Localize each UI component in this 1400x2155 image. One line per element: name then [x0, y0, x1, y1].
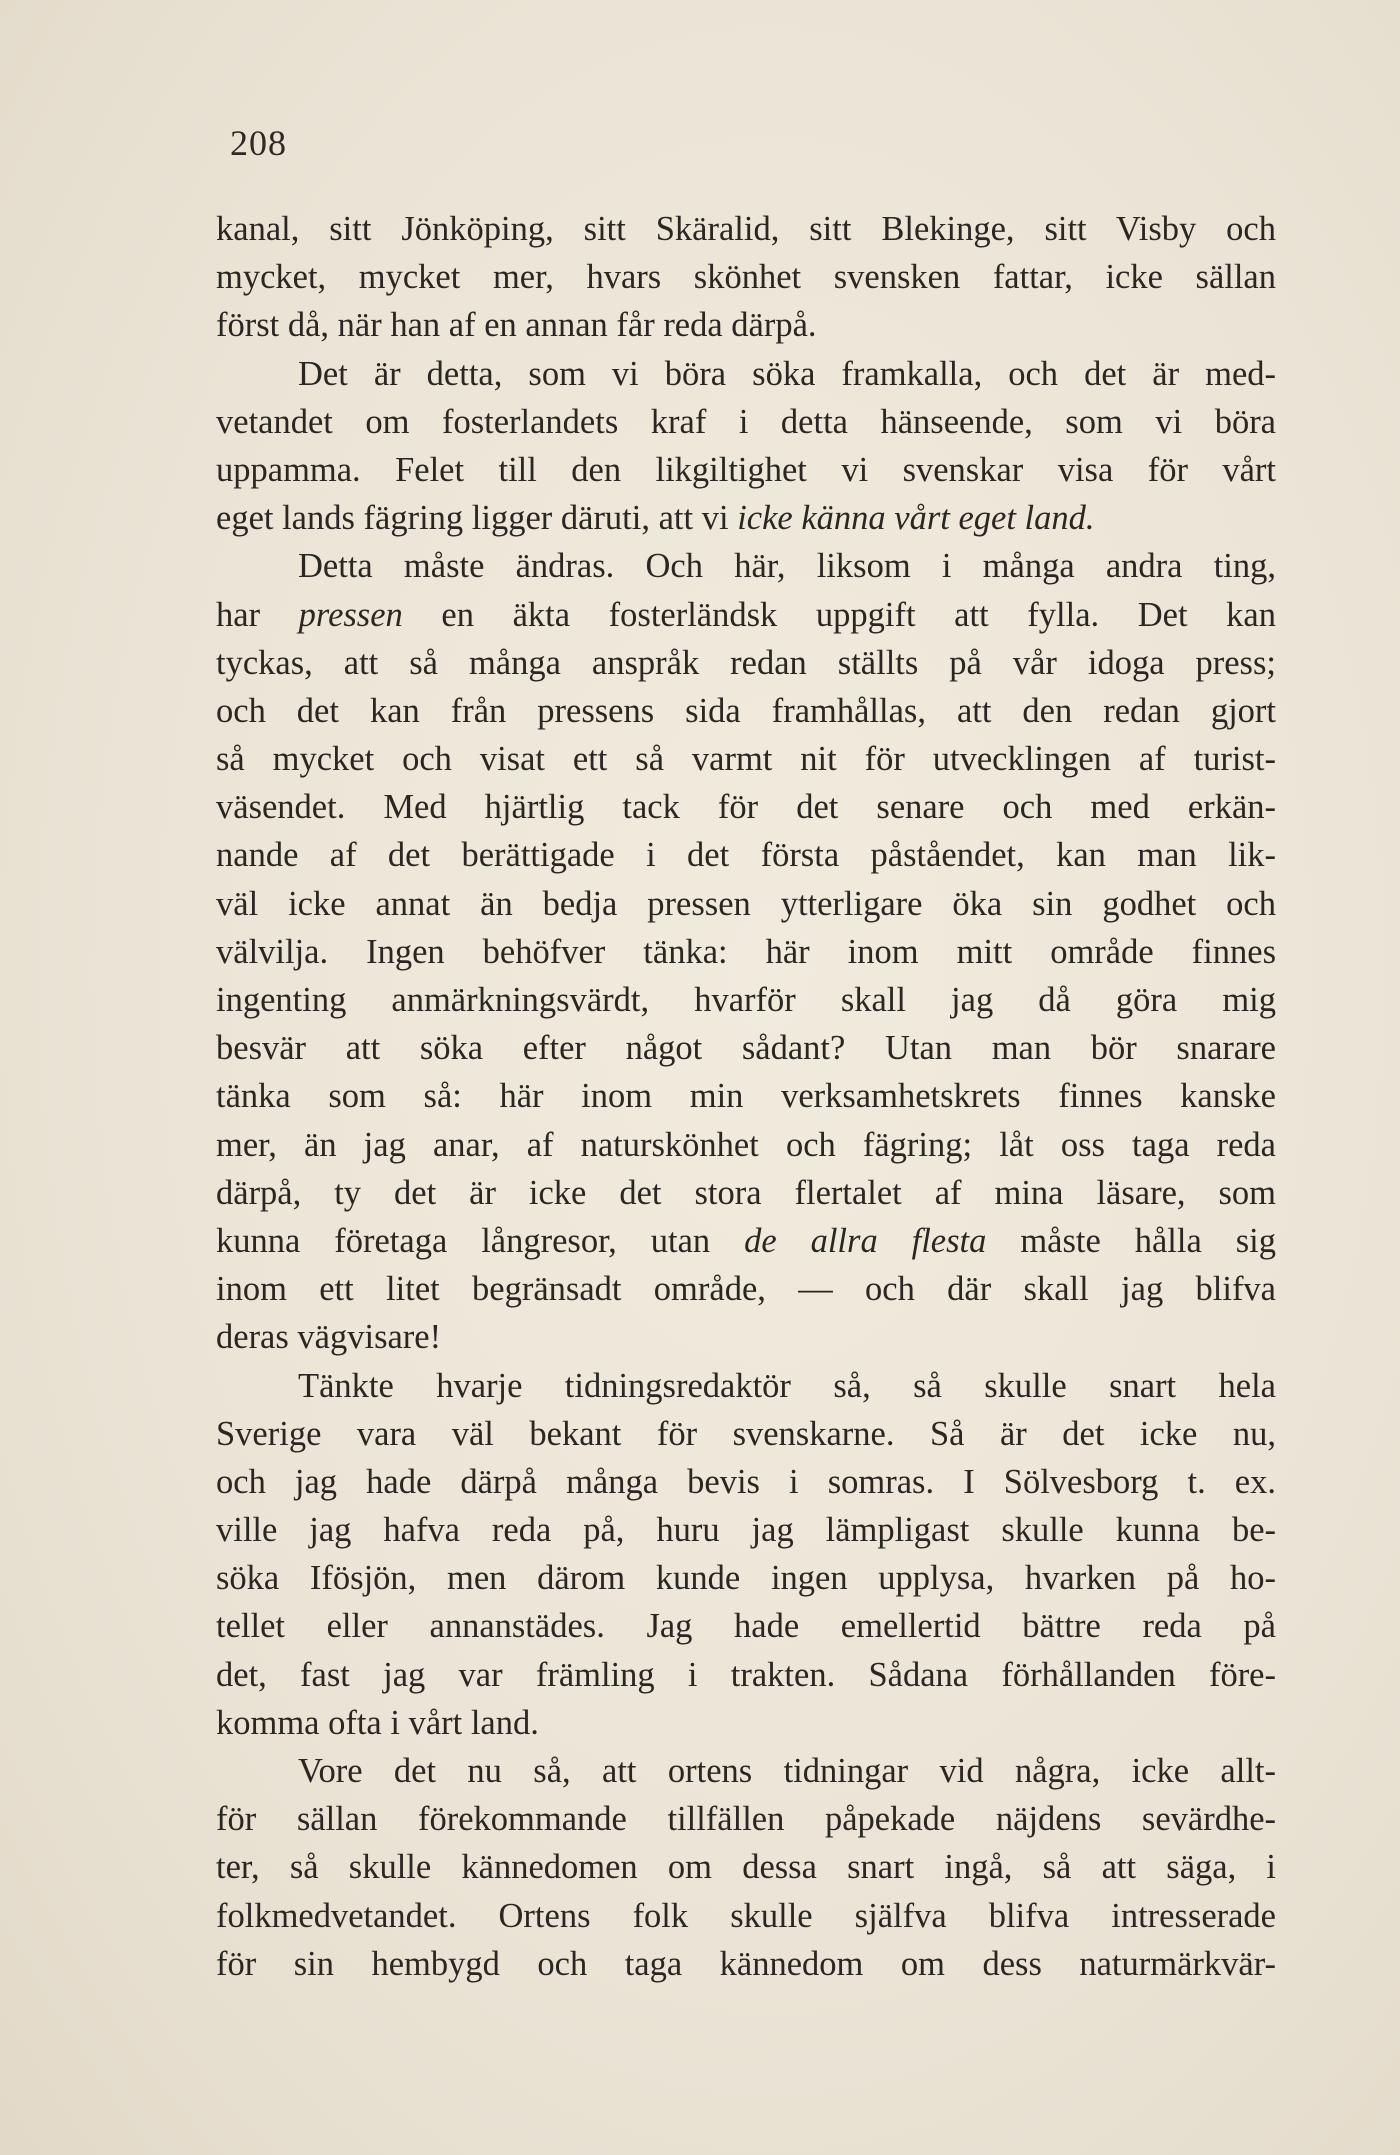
text-segment: ter, så skulle kännedomen om dessa snart ingå, så att säga, i — [216, 1848, 1276, 1887]
text-line — [216, 976, 1276, 1024]
text-segment: och det kan från pressens sida framhållas, att den redan gjort — [216, 691, 1276, 730]
text-segment: kunna företaga långresor, utan — [216, 1221, 745, 1260]
italic-text: de allra flesta — [744, 1221, 987, 1260]
text-segment: Tänkte hvarje tidningsredaktör så, så skulle snart hela — [298, 1366, 1276, 1405]
text-line — [216, 398, 1276, 446]
text-segment: ingenting anmärkningsvärdt, hvarför skall jag då göra mig — [216, 981, 1276, 1019]
text-line — [216, 639, 1276, 687]
text-line — [216, 1362, 1276, 1410]
text-segment: deras vägvisare! — [216, 1318, 442, 1357]
italic-text: pressen — [298, 595, 403, 634]
text-segment: för sällan förekommande tillfällen påpekade näjdens sevärdhe- — [216, 1800, 1276, 1839]
text-segment: nande af det berättigade i det första påståendet, kan man lik- — [216, 836, 1276, 875]
text-segment: väl icke annat än bedja pressen ytterligare öka sin godhet och — [216, 884, 1276, 923]
text-segment: så mycket och visat ett så varmt nit för utvecklingen af turist- — [216, 740, 1276, 779]
text-line — [216, 687, 1276, 735]
text-segment: för sin hembygd och taga kännedom om dess naturmärkvär- — [216, 1944, 1276, 1983]
text-segment: Detta måste ändras. Och här, liksom i många andra ting, — [298, 547, 1276, 586]
text-segment: vetandet om fosterlandets kraf i detta hänseende, som vi böra — [216, 402, 1276, 441]
text-line — [216, 735, 1276, 783]
text-segment: först då, när han af en annan får reda därpå. — [216, 306, 817, 345]
text-line — [216, 831, 1276, 879]
text-segment: uppamma. Felet till den likgiltighet vi svenskar visa för vårt — [216, 450, 1276, 489]
text-segment: Sverige vara väl bekant för svenskarne. Så är det icke nu, — [216, 1414, 1276, 1453]
text-line — [216, 205, 1276, 253]
text-segment: därpå, ty det är icke det stora flertalet af mina läsare, som — [216, 1173, 1276, 1212]
text-line — [216, 1506, 1276, 1554]
text-line — [216, 1072, 1276, 1120]
text-segment: ville jag hafva reda på, huru jag lämpligast skulle kunna be- — [216, 1511, 1276, 1550]
text-line — [216, 1024, 1276, 1072]
text-segment: mycket, mycket mer, hvars skönhet svensken fattar, icke sällan — [216, 258, 1276, 297]
text-segment: har — [216, 595, 299, 634]
text-segment: väsendet. Med hjärtlig tack för det senare och med erkän- — [216, 788, 1276, 827]
text-segment: mer, än jag anar, af naturskönhet och fägring; låt oss taga reda — [216, 1125, 1276, 1164]
text-line — [216, 1121, 1276, 1169]
text-segment: och jag hade därpå många bevis i somras. I Sölvesborg t. ex. — [216, 1462, 1276, 1501]
text-line — [216, 1651, 1276, 1699]
text-segment: tyckas, att så många anspråk redan ställts på vår idoga press; — [216, 643, 1276, 682]
text-segment: inom ett litet begränsadt område, — och där skall jag blifva — [216, 1270, 1276, 1309]
text-segment: besvär att söka efter något sådant? Utan man bör snarare — [216, 1029, 1276, 1068]
text-line — [216, 350, 1276, 398]
text-line — [216, 1217, 1276, 1265]
text-line — [216, 1410, 1276, 1458]
text-line — [216, 1265, 1276, 1313]
text-line — [216, 783, 1276, 831]
text-line — [216, 1940, 1276, 1988]
text-segment: välvilja. Ingen behöfver tänka: här inom mitt område finnes — [216, 932, 1276, 971]
text-line — [216, 1169, 1276, 1217]
text-line — [216, 591, 1276, 639]
text-line — [216, 1795, 1276, 1843]
text-line — [216, 1843, 1276, 1891]
text-segment: eget lands fägring ligger däruti, att vi — [216, 499, 738, 538]
text-segment: en äkta fosterländsk uppgift att fylla. Det kan — [402, 595, 1276, 634]
text-line — [216, 494, 1276, 542]
text-segment: Det är detta, som vi böra söka framkalla, och det är med- — [298, 354, 1276, 393]
text-segment: Vore det nu så, att ortens tidningar vid några, icke allt- — [298, 1752, 1276, 1790]
text-line — [216, 253, 1276, 301]
body-text — [216, 205, 1276, 1988]
text-segment: komma ofta i vårt land. — [216, 1703, 539, 1742]
text-segment: folkmedvetandet. Ortens folk skulle själfva blifva intresserade — [216, 1896, 1276, 1935]
text-segment: måste hålla sig — [986, 1221, 1276, 1260]
text-segment: tänka som så: här inom min verksamhetskrets finnes kanske — [216, 1077, 1276, 1116]
text-line — [216, 1458, 1276, 1506]
text-line — [216, 446, 1276, 494]
page-number: 208 — [230, 123, 287, 163]
text-line — [216, 542, 1276, 590]
text-line — [216, 301, 1276, 349]
text-line — [216, 1313, 1276, 1361]
text-line — [216, 1602, 1276, 1650]
text-line — [216, 928, 1276, 976]
text-segment: det, fast jag var främling i trakten. Sådana förhållanden före- — [216, 1655, 1276, 1694]
text-line — [216, 880, 1276, 928]
text-segment: söka Ifösjön, men därom kunde ingen upplysa, hvarken på ho- — [216, 1559, 1276, 1598]
text-segment: tellet eller annanstädes. Jag hade emellertid bättre reda på — [216, 1607, 1276, 1646]
text-line — [216, 1747, 1276, 1795]
text-line — [216, 1892, 1276, 1940]
text-line — [216, 1554, 1276, 1602]
italic-text: icke känna vårt eget land. — [737, 499, 1095, 538]
text-segment: kanal, sitt Jönköping, sitt Skäralid, sitt Blekinge, sitt Visby och — [216, 210, 1276, 248]
text-line — [216, 1699, 1276, 1747]
